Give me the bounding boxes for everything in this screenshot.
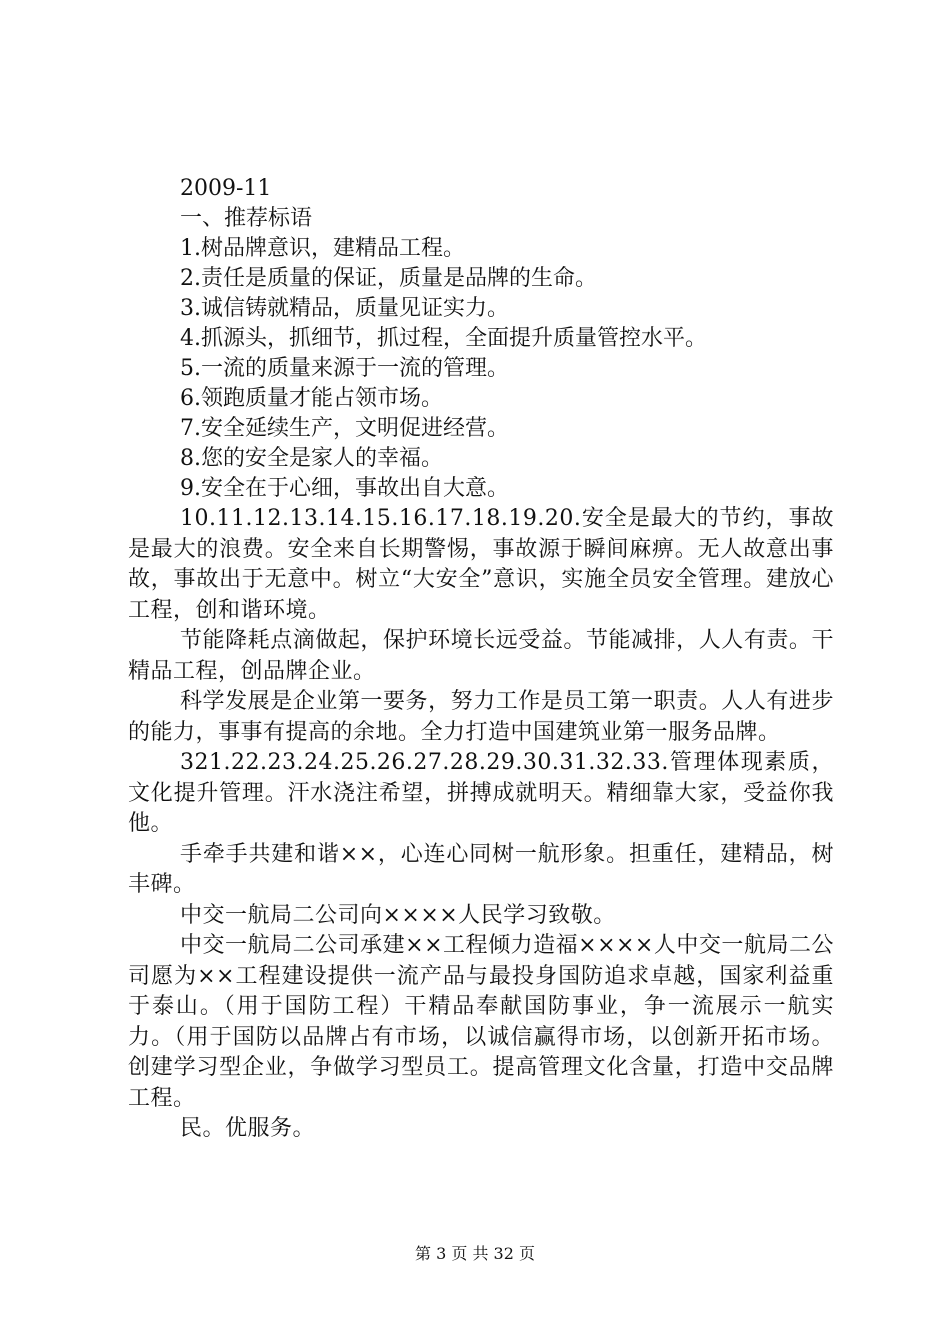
slogan-item-5: 5.一流的质量来源于一流的管理。	[180, 356, 509, 381]
paragraph-energy: 节能降耗点滴做起，保护环境长远受益。节能减排，人人有责。干精品工程，创品牌企业。	[128, 628, 834, 684]
paragraph-safety: 10.11.12.13.14.15.16.17.18.19.20.安全是最大的节约，事故是最大的浪费。安全来自长期警惕，事故源于瞬间麻痹。无人故意出事故，事故出于无意中。树立“大安全”意识，实施全员安全管理。建放心工程，创和谐环境。	[128, 506, 834, 623]
slogan-item-3: 3.诚信铸就精品，质量见证实力。	[180, 296, 509, 321]
slogan-item-8: 8.您的安全是家人的幸福。	[180, 446, 443, 471]
slogan-item-7: 7.安全延续生产，文明促进经营。	[180, 416, 509, 441]
page-number-footer: 第 3 页 共 32 页	[415, 1244, 535, 1263]
slogan-item-6: 6.领跑质量才能占领市场。	[180, 386, 443, 411]
paragraph-management: 321.22.23.24.25.26.27.28.29.30.31.32.33.管理体现素质，文化提升管理。汗水浇注希望，拼搏成就明天。精细靠大家，受益你我他。	[128, 750, 834, 836]
section-heading: 一、推荐标语	[180, 206, 313, 231]
date-line: 2009-11	[180, 176, 272, 201]
paragraph-tribute: 中交一航局二公司向××××人民学习致敬。	[180, 902, 616, 928]
slogan-item-9: 9.安全在于心细，事故出自大意。	[180, 476, 509, 501]
paragraph-development: 科学发展是企业第一要务，努力工作是员工第一职责。人人有进步的能力，事事有提高的余地。全力打造中国建筑业第一服务品牌。	[128, 689, 834, 745]
slogan-item-4: 4.抓源头，抓细节，抓过程，全面提升质量管控水平。	[180, 326, 707, 351]
paragraph-harmony: 手牵手共建和谐××，心连心同树一航形象。担重任，建精品，树丰碑。	[128, 841, 834, 897]
slogan-item-1: 1.树品牌意识，建精品工程。	[180, 236, 465, 261]
paragraph-company: 中交一航局二公司承建××工程倾力造福××××人中交一航局二公司愿为××工程建设提供一流产品与最投身国防追求卓越，国家利益重于泰山。（用于国防工程）干精品奉献国防事业，争一流展示一航实力。（用于国防以品牌占有市场，以诚信赢得市场，以创新开拓市场。创建学习型企业，争做学习型员工。提高管理文化含量，打造中交品牌工程。	[128, 933, 834, 1111]
paragraph-service: 民。优服务。	[180, 1116, 316, 1141]
document-body	[128, 174, 834, 1145]
slogan-item-2: 2.责任是质量的保证，质量是品牌的生命。	[180, 266, 597, 291]
